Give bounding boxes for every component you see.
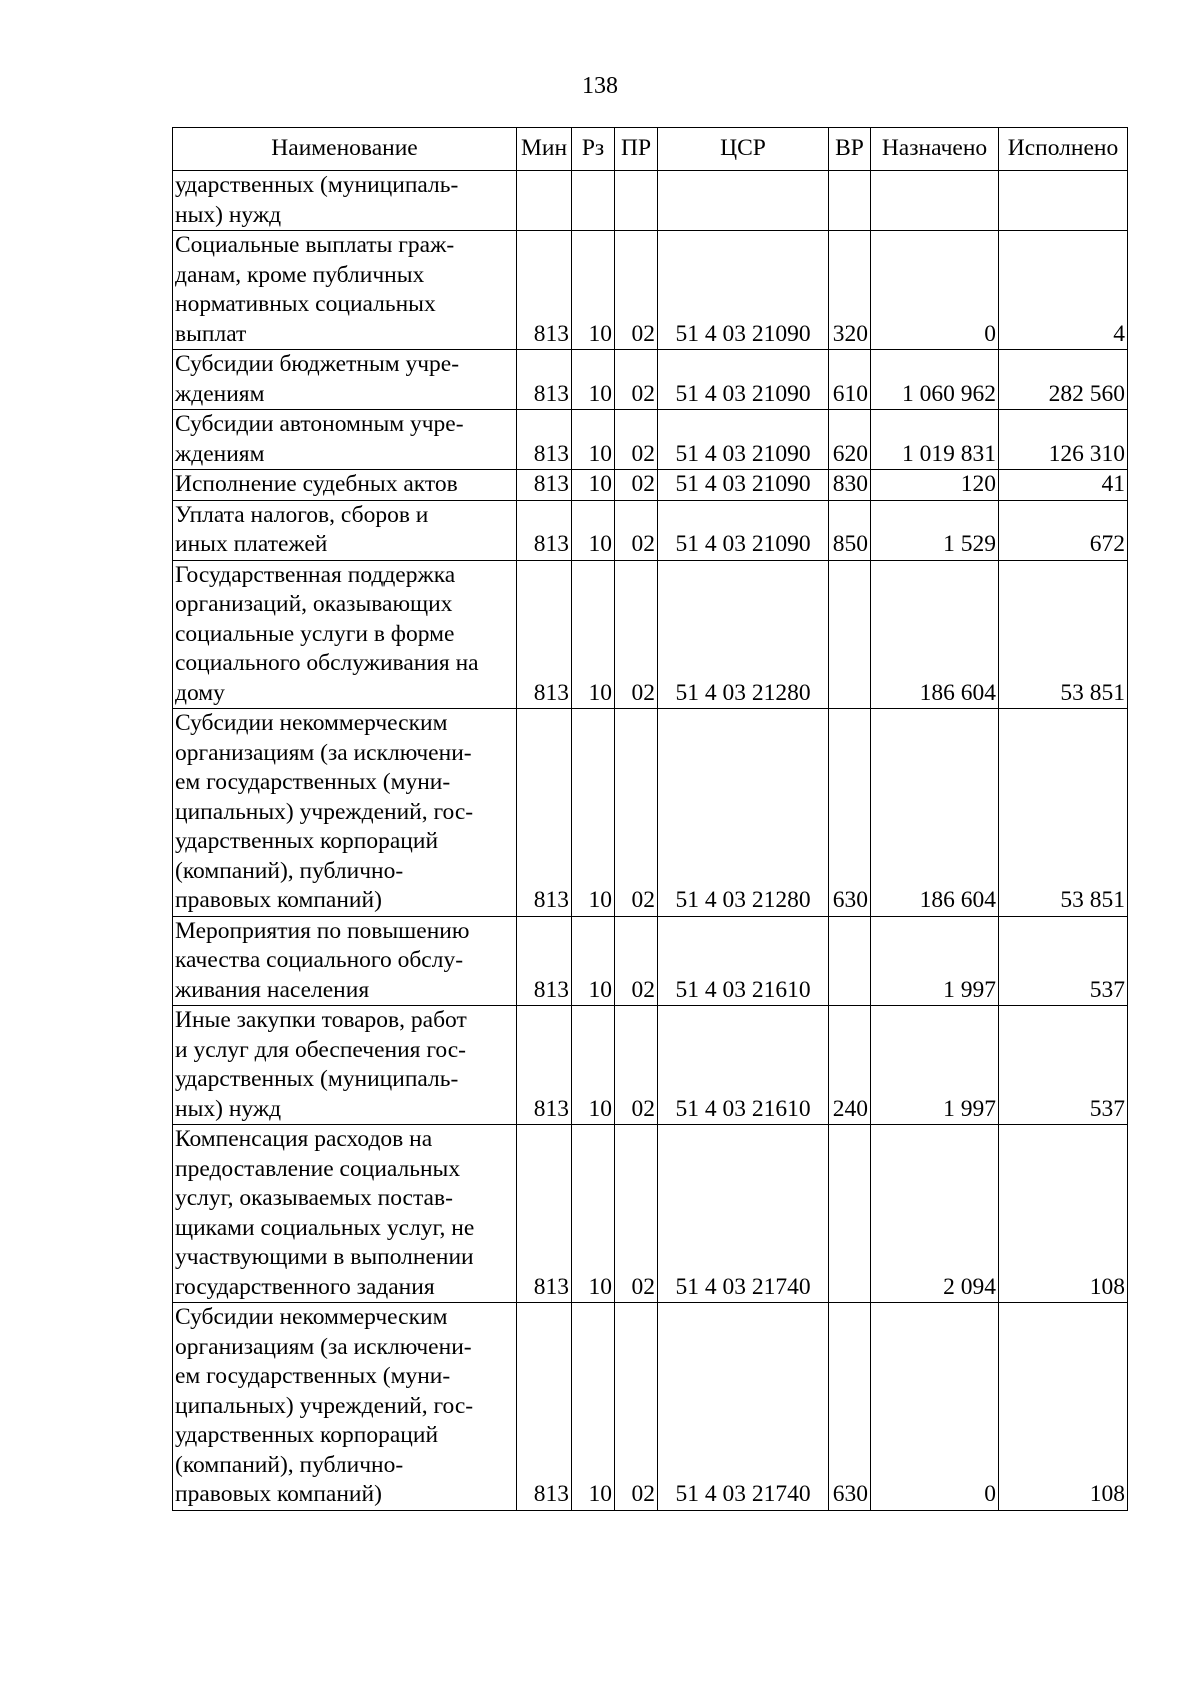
row-assigned [871,171,999,231]
row-name-line: правовых компаний) [175,1481,382,1507]
row-pr: 02 [615,1125,658,1303]
row-vr: 620 [829,410,871,470]
row-pr: 02 [615,410,658,470]
row-assigned: 1 529 [871,500,999,560]
row-name [173,1125,517,1303]
row-name [173,1303,517,1511]
row-pr: 02 [615,350,658,410]
row-name [173,500,517,560]
row-vr: 630 [829,709,871,917]
row-rz: 10 [572,350,615,410]
row-vr [829,560,871,709]
table-row [173,916,1128,1006]
row-name-line: Субсидии некоммерческим [175,710,448,736]
header-pr: ПР [615,128,658,171]
row-name-line: (компаний), публично- [175,1451,404,1478]
row-executed: 53 851 [999,709,1128,917]
row-assigned: 0 [871,1303,999,1511]
row-vr: 240 [829,1006,871,1125]
row-min: 813 [517,1125,572,1303]
row-vr [829,171,871,231]
row-pr: 02 [615,1303,658,1511]
row-vr: 630 [829,1303,871,1511]
row-executed: 4 [999,231,1128,350]
row-name-line: щиками социальных услуг, не [175,1214,475,1241]
row-executed: 108 [999,1303,1128,1511]
row-min: 813 [517,1006,572,1125]
row-csr: 51 4 03 21090 [658,231,829,350]
row-name-line: ждениям [175,440,265,467]
row-name [173,916,517,1006]
table-row [173,500,1128,560]
row-name-line: Субсидии бюджетным учре- [175,351,460,377]
row-name [173,231,517,350]
header-rz: Рз [572,128,615,171]
row-assigned: 1 997 [871,916,999,1006]
row-name-line: ждениям [175,380,265,407]
row-rz [572,171,615,231]
row-assigned: 120 [871,470,999,501]
header-assigned: Назначено [871,128,999,171]
row-csr: 51 4 03 21090 [658,350,829,410]
row-pr: 02 [615,500,658,560]
row-csr: 51 4 03 21610 [658,916,829,1006]
row-rz: 10 [572,1303,615,1511]
row-executed: 537 [999,916,1128,1006]
row-name [173,171,517,231]
row-assigned: 186 604 [871,560,999,709]
row-name-line: организаций, оказывающих [175,591,453,617]
row-rz: 10 [572,500,615,560]
row-csr [658,171,829,231]
row-csr: 51 4 03 21090 [658,470,829,501]
row-csr: 51 4 03 21090 [658,500,829,560]
table-row [173,231,1128,350]
table-row [173,171,1128,231]
row-name [173,1006,517,1125]
row-name-line: Уплата налогов, сборов и [175,501,429,528]
row-assigned: 1 019 831 [871,410,999,470]
row-csr: 51 4 03 21280 [658,709,829,917]
row-name-line: (компаний), публично- [175,857,404,884]
row-name-line: качества социального обслу- [175,947,464,973]
row-name-line: предоставление социальных [175,1155,461,1182]
row-rz: 10 [572,916,615,1006]
row-name-line: Мероприятия по повышению [175,917,470,944]
row-pr: 02 [615,1006,658,1125]
row-name-line: данам, кроме публичных [175,261,425,288]
row-executed: 126 310 [999,410,1128,470]
row-name-line: услуг, оказываемых постав- [175,1185,453,1211]
row-name-line: социального обслуживания на [175,650,479,676]
row-name-line: Компенсация расходов на [175,1126,433,1152]
row-executed: 53 851 [999,560,1128,709]
row-name-line: ных) нужд [175,201,282,228]
header-vr: ВР [829,128,871,171]
header-name: Наименование [173,128,517,171]
row-vr [829,916,871,1006]
row-name [173,560,517,709]
row-name-line: ных) нужд [175,1095,282,1122]
row-rz: 10 [572,470,615,501]
row-vr: 320 [829,231,871,350]
table-row [173,560,1128,709]
row-name-line: ем государственных (муни- [175,1363,451,1389]
row-rz: 10 [572,709,615,917]
row-name-line: государственного задания [175,1273,435,1300]
row-name [173,350,517,410]
row-csr: 51 4 03 21280 [658,560,829,709]
row-min: 813 [517,709,572,917]
row-min: 813 [517,916,572,1006]
table-row [173,709,1128,917]
budget-table [172,127,1128,1511]
row-min: 813 [517,410,572,470]
row-pr [615,171,658,231]
row-name [173,410,517,470]
row-min: 813 [517,500,572,560]
row-executed: 672 [999,500,1128,560]
row-name-line: живания населения [175,976,370,1003]
row-min: 813 [517,560,572,709]
row-assigned: 186 604 [871,709,999,917]
row-name-line: нормативных социальных [175,291,436,317]
row-executed [999,171,1128,231]
row-name-line: Субсидии автономным учре- [175,411,464,437]
row-rz: 10 [572,1006,615,1125]
row-executed: 41 [999,470,1128,501]
row-name-line: дому [175,679,225,706]
row-csr: 51 4 03 21610 [658,1006,829,1125]
table-row [173,1006,1128,1125]
row-csr: 51 4 03 21740 [658,1303,829,1511]
row-vr: 850 [829,500,871,560]
row-assigned: 0 [871,231,999,350]
header-executed: Исполнено [999,128,1128,171]
table-header-row [173,128,1128,171]
row-name-line: Государственная поддержка [175,561,456,588]
row-name [173,470,517,501]
table-body [173,171,1128,1511]
row-pr: 02 [615,916,658,1006]
table-row [173,410,1128,470]
row-rz: 10 [572,560,615,709]
row-min: 813 [517,470,572,501]
row-min: 813 [517,350,572,410]
row-executed: 537 [999,1006,1128,1125]
row-name-line: ципальных) учреждений, гос- [175,1392,474,1419]
row-name-line: ем государственных (муни- [175,769,451,795]
row-vr [829,1125,871,1303]
row-name-line: Субсидии некоммерческим [175,1304,448,1330]
table-row [173,1125,1128,1303]
row-name-line: Иные закупки товаров, работ [175,1007,467,1033]
header-min: Мин [517,128,572,171]
row-min: 813 [517,231,572,350]
header-csr: ЦСР [658,128,829,171]
row-name-line: выплат [175,320,247,347]
row-vr: 610 [829,350,871,410]
row-pr: 02 [615,709,658,917]
row-name-line: ударственных корпораций [175,828,439,854]
row-rz: 10 [572,1125,615,1303]
row-pr: 02 [615,231,658,350]
row-executed: 108 [999,1125,1128,1303]
page-number: 138 [582,73,618,99]
row-pr: 02 [615,560,658,709]
row-assigned: 1 060 962 [871,350,999,410]
row-name-line: и услуг для обеспечения гос- [175,1036,466,1063]
row-name-line: правовых компаний) [175,887,382,913]
row-name-line: социальные услуги в форме [175,620,455,647]
row-rz: 10 [572,231,615,350]
row-name-line: организациям (за исключени- [175,739,472,766]
row-name-line: Социальные выплаты граж- [175,232,455,258]
row-csr: 51 4 03 21740 [658,1125,829,1303]
row-name-line: иных платежей [175,531,328,557]
row-pr: 02 [615,470,658,501]
row-csr: 51 4 03 21090 [658,410,829,470]
row-name-line: ударственных корпораций [175,1422,439,1448]
table-row [173,470,1128,501]
row-min [517,171,572,231]
row-rz: 10 [572,410,615,470]
row-name-line: участвующими в выполнении [175,1244,474,1270]
row-assigned: 2 094 [871,1125,999,1303]
row-name-line: ципальных) учреждений, гос- [175,798,474,825]
row-name-line: организациям (за исключени- [175,1333,472,1360]
table-row [173,350,1128,410]
row-assigned: 1 997 [871,1006,999,1125]
row-vr: 830 [829,470,871,501]
table-row [173,1303,1128,1511]
row-name-line: Исполнение судебных актов [175,471,458,497]
row-name [173,709,517,917]
row-min: 813 [517,1303,572,1511]
row-executed: 282 560 [999,350,1128,410]
row-name-line: ударственных (муниципаль- [175,172,459,198]
row-name-line: ударственных (муниципаль- [175,1066,459,1092]
